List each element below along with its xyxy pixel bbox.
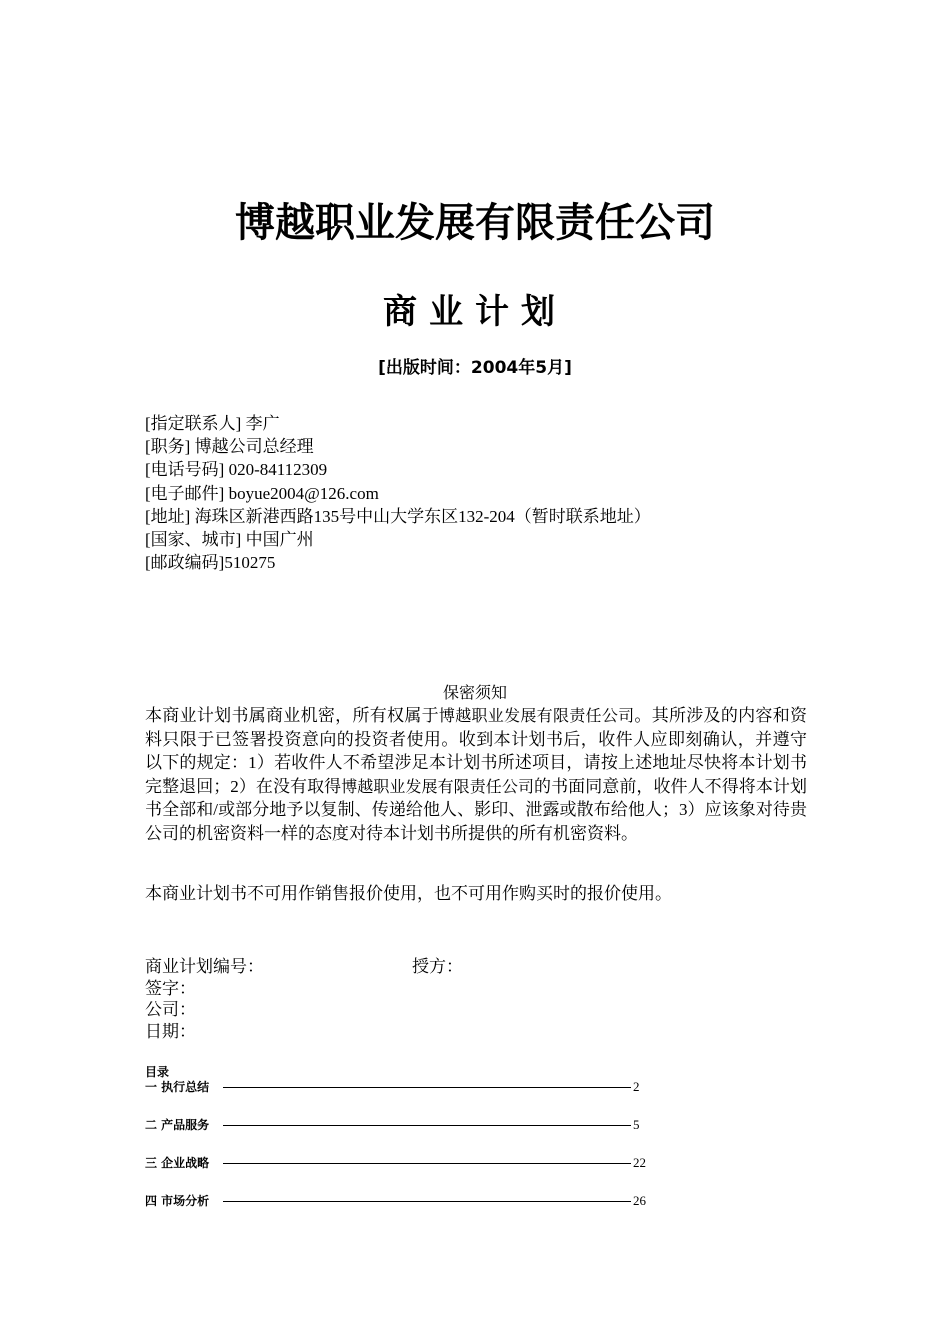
confidentiality-text-a: 本商业计划书属商业机密，所有权属于	[145, 706, 439, 725]
toc-entry-page: 5	[633, 1117, 640, 1132]
contact-position: [职务] 博越公司总经理	[145, 437, 314, 457]
toc-entry-label: 二 产品服务	[145, 1118, 210, 1132]
contact-block	[145, 412, 651, 574]
company-label: 公司：	[145, 1000, 196, 1019]
confidentiality-text-c: 的书面同意前，收件人不得将本计划书全部和/或部分地予以复制、传递给他人、影印、泄露或散布给他人；3）应该象对待贵公司的机密资料一样的态度对待本计划书所提供的所有机密资料。	[145, 776, 807, 843]
confidentiality-title: 保密须知	[442, 683, 507, 702]
toc-leader-line	[223, 1163, 631, 1164]
toc-leader-line	[223, 1087, 631, 1088]
contact-address: [地址] 海珠区新港西路135号中山大学东区132-204（暂时联系地址）	[145, 506, 651, 526]
toc-leader-line	[223, 1201, 631, 1202]
toc-entry-label: 一 执行总结	[145, 1080, 210, 1094]
sign-label: 签字：	[145, 978, 196, 998]
quotation-notice: 本商业计划书不可用作销售报价使用，也不可用作购买时的报价使用。	[145, 884, 672, 903]
toc-leader-line	[223, 1125, 631, 1126]
toc-entry-page: 26	[633, 1193, 646, 1208]
company-title: 博越职业发展有限责任公司	[235, 200, 715, 246]
contact-postcode: [邮政编码]510275	[145, 553, 276, 573]
contact-phone: [电话号码] 020-84112309	[145, 460, 328, 480]
date-label: 日期：	[145, 1021, 196, 1041]
toc-entry-page: 2	[633, 1079, 640, 1094]
toc-entry[interactable]	[145, 1193, 646, 1232]
confidentiality-company-2: 博越职业发展有限责任公司	[341, 776, 535, 796]
toc-heading: 目录	[145, 1065, 170, 1079]
toc-entry-label: 三 企业战略	[145, 1156, 210, 1170]
toc-entry[interactable]	[145, 1079, 640, 1118]
signature-block	[145, 956, 745, 1042]
toc-entry[interactable]	[145, 1155, 646, 1194]
confidentiality-company-1: 博越职业发展有限责任公司	[438, 706, 635, 725]
contact-person: [指定联系人] 李广	[145, 414, 280, 433]
toc-entry-page: 22	[633, 1155, 646, 1170]
publish-date: [出版时间：2004年5月]	[378, 358, 572, 378]
contact-country-city: [国家、城市] 中国广州	[145, 530, 314, 550]
document-type-heading: 商业计划	[383, 292, 567, 332]
table-of-contents	[145, 1064, 646, 1232]
confidentiality-text-b: 。其所涉及的内容和资料只限于已签署投资意向的投资者使用。收到本计划书后，收件人应即刻确认，并遵守以下的规定：1）若收件人不希望涉足本计划书所述项目，请按上述地址尽快将本计划书完整退回；2）在没有取得	[145, 706, 808, 796]
toc-entry-label: 四 市场分析	[145, 1194, 210, 1208]
confidentiality-paragraph	[145, 704, 807, 845]
plan-number-label: 商业计划编号：	[145, 957, 264, 976]
toc-entry[interactable]	[145, 1117, 640, 1156]
grantor-label: 授方：	[412, 957, 463, 976]
contact-email: [电子邮件] boyue2004@126.com	[145, 483, 379, 503]
